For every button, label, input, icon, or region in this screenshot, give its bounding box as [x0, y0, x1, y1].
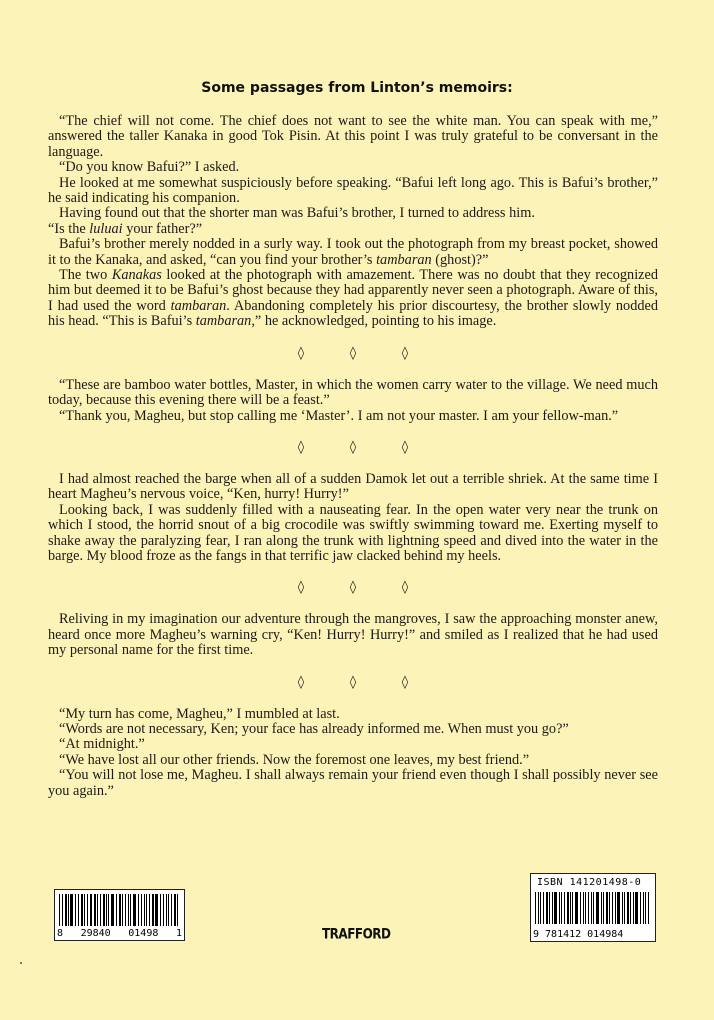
- barcode-bar: [174, 894, 176, 926]
- barcode-bar: [152, 894, 154, 926]
- barcode-bar: [128, 894, 130, 926]
- paragraph: Looking back, I was suddenly filled with a nauseating fear. In the open water very near the trunk on which I stood, the horrid snout of a big crocodile was swiftly swimming toward me. Exerting myself to shake away the paralyzing fear, I ran along the trunk with lightning speed and dived into the water in the barge. My blood froze as the fangs in that terrific jaw clacked behind my heels.: [48, 501, 658, 564]
- isbn-label: ISBN 141201498-0: [537, 877, 642, 888]
- barcode-bar: [627, 892, 629, 924]
- paragraph: I had almost reached the barge when all of a sudden Damok let out a terrible shriek. At the same time I heart Magheu’s nervous voice, “Ken, hurry! Hurry!”: [48, 470, 658, 503]
- barcode-bar: [549, 892, 550, 924]
- barcode-bar: [125, 894, 126, 926]
- paragraph: Reliving in my imagination our adventure through the mangroves, I saw the approaching monster anew, heard once more Magheu’s warning cry, “Ken! Hurry! Hurry!” and smiled as I realized that he had used my personal name for the first time.: [48, 611, 658, 659]
- diamond-ornament-icon: ◊: [349, 439, 357, 455]
- barcode-bar: [59, 894, 60, 926]
- section-divider: [48, 330, 658, 378]
- paragraph: [48, 237, 658, 268]
- barcode-bar: [171, 894, 172, 926]
- barcode-bar: [540, 892, 541, 924]
- paragraph: “You will not lose me, Magheu. I shall always remain your friend even though I shall possibly never see you again.”: [48, 767, 658, 799]
- barcode-bar: [561, 892, 562, 924]
- barcode-digit-group: 29840: [80, 928, 111, 939]
- barcode-bar: [146, 894, 147, 926]
- small-mark: [20, 962, 22, 964]
- diamond-ornament-icon: ◊: [349, 580, 357, 596]
- barcode-bar: [106, 894, 107, 926]
- barcode-bar: [630, 892, 631, 924]
- barcode-bar: [572, 892, 573, 924]
- diamond-ornament-icon: ◊: [401, 674, 409, 690]
- barcode-bar: [580, 892, 581, 924]
- barcode-bar: [552, 892, 553, 924]
- barcode-bar: [144, 894, 146, 926]
- barcode-bar: [603, 892, 604, 924]
- italic-word: tambaran: [170, 297, 227, 314]
- barcode-bar: [645, 892, 646, 924]
- barcode-bar: [141, 894, 142, 926]
- section-divider: [48, 564, 658, 612]
- paragraph: “Thank you, Magheu, but stop calling me ‘Master’. I am not your master. I am your fellow-man.”: [59, 407, 619, 424]
- barcode-bar: [160, 894, 161, 926]
- paragraph: “The chief will not come. The chief does not want to see the white man. You can speak with me,” answered the taller Kanaka in good Tok Pisin. At this point I was truly grateful to be conversant in the language.: [48, 113, 658, 160]
- barcode-bar: [635, 892, 637, 924]
- barcode-bar: [97, 894, 98, 926]
- barcode-bar: [643, 892, 645, 924]
- barcode-bar: [130, 894, 131, 926]
- paragraph: “We have lost all our other friends. Now the foremost one leaves, my best friend.”: [59, 751, 530, 768]
- barcode-bar: [70, 894, 73, 926]
- barcode-bar: [612, 892, 613, 924]
- text-run: looked at the photograph with amazement. There was no doubt that they recognized him but deemed it to be Bafui’s ghost because they had apparently never seen a photograph. Aware of this, I had used the word: [48, 267, 659, 314]
- diamond-ornament-icon: ◊: [401, 345, 409, 361]
- barcode-bar: [609, 892, 610, 924]
- barcode-bars: [59, 894, 180, 926]
- barcode-bar: [163, 894, 164, 926]
- barcode-bar: [155, 894, 158, 926]
- barcode-bar: [606, 892, 608, 924]
- barcode-bar: [543, 892, 544, 924]
- italic-word: luluai: [89, 220, 123, 237]
- barcode-bar: [68, 894, 69, 926]
- isbn-barcode: [530, 873, 656, 942]
- italic-word: Kanakas: [111, 267, 162, 284]
- section-divider: [48, 659, 658, 707]
- barcode-bar: [648, 892, 649, 924]
- barcode-bar: [570, 892, 571, 924]
- barcode-bar: [538, 892, 540, 924]
- barcode-bar: [559, 892, 561, 924]
- italic-word: tambaran: [195, 313, 252, 330]
- barcode-bar: [168, 894, 169, 926]
- paragraph: “Do you know Bafui?” I asked.: [59, 159, 240, 176]
- barcode-bar: [588, 892, 589, 924]
- barcode-bar: [87, 894, 88, 926]
- barcode-bar: [601, 892, 602, 924]
- memoir-passages: [48, 114, 658, 799]
- barcode-digit: 8: [57, 928, 64, 939]
- barcode-bar: [585, 892, 586, 924]
- barcode-bar: [567, 892, 569, 924]
- paragraph: [48, 268, 658, 330]
- text-run: Bafui’s brother merely nodded in a surly way. I took out the photograph from my breast pocket, showed it to the Kanaka, and asked, “can you find your brother’s: [48, 236, 658, 268]
- barcode-digits: [57, 928, 182, 939]
- barcode-bar: [596, 892, 598, 924]
- diamond-ornament-icon: ◊: [349, 674, 357, 690]
- barcode-bar: [615, 892, 617, 924]
- barcode-digits: [533, 929, 653, 940]
- barcode-bar: [593, 892, 594, 924]
- diamond-ornament-icon: ◊: [297, 580, 305, 596]
- barcode-bar: [177, 894, 178, 926]
- italic-word: tambaran: [376, 251, 432, 268]
- barcode-bar: [119, 894, 121, 926]
- barcode-digit: 1: [175, 928, 182, 939]
- barcode-digit: 9: [533, 929, 540, 940]
- barcode-bar: [103, 894, 105, 926]
- barcode-bar: [65, 894, 67, 926]
- barcode-digit-group: 781412: [545, 929, 582, 940]
- diamond-ornament-icon: ◊: [349, 345, 357, 361]
- barcode-bar: [640, 892, 641, 924]
- diamond-ornament-icon: ◊: [297, 345, 305, 361]
- barcode-bar: [591, 892, 593, 924]
- paragraph: “These are bamboo water bottles, Master, in which the women carry water to the village. We need much today, because this evening there will be a feast.”: [48, 376, 658, 409]
- diamond-ornament-icon: ◊: [401, 580, 409, 596]
- barcode-bar: [90, 894, 93, 926]
- barcode-bar: [122, 894, 123, 926]
- barcode-bar: [116, 894, 117, 926]
- diamond-ornament-icon: ◊: [401, 439, 409, 455]
- text-run: “Is the: [48, 220, 90, 237]
- barcode-bar: [78, 894, 79, 926]
- diamond-ornament-icon: ◊: [297, 439, 305, 455]
- barcode-digit-group: 014984: [587, 929, 624, 940]
- barcode-bar: [108, 894, 109, 926]
- text-run: your father?”: [122, 220, 203, 237]
- barcode-bar: [575, 892, 577, 924]
- section-divider: [48, 424, 658, 472]
- text-run: . Abandoning completely his prior discourtesy, the brother slowly nodded his head. “This is Bafui’s: [48, 297, 658, 330]
- barcode-bar: [133, 894, 136, 926]
- barcode-bar: [75, 894, 76, 926]
- paragraph: “My turn has come, Magheu,” I mumbled at last.: [59, 705, 340, 722]
- barcode-digit-group: 01498: [128, 928, 159, 939]
- barcode-bar: [622, 892, 623, 924]
- barcode-bar: [583, 892, 585, 924]
- page-heading: Some passages from Linton’s memoirs:: [201, 80, 513, 96]
- barcode-bar: [94, 894, 96, 926]
- barcode-bar: [149, 894, 150, 926]
- barcode-bar: [535, 892, 536, 924]
- barcode-bar: [111, 894, 114, 926]
- barcode-bars: [535, 892, 651, 924]
- paragraph: Having found out that the shorter man was Bafui’s brother, I turned to address him.: [59, 205, 535, 222]
- barcode-bar: [633, 892, 634, 924]
- paragraph: [48, 222, 658, 237]
- barcode-bar: [617, 892, 619, 924]
- barcode-bar: [138, 894, 139, 926]
- text-run: The two: [59, 267, 112, 284]
- paragraph: He looked at me somewhat suspiciously before speaking. “Bafui left long ago. This is Bafui’s brother,” he said indicating his companion.: [48, 174, 658, 207]
- barcode-bar: [166, 894, 168, 926]
- barcode-bar: [100, 894, 101, 926]
- diamond-ornament-icon: ◊: [297, 674, 305, 690]
- left-barcode: [54, 889, 185, 941]
- text-run: ,” he acknowledged, pointing to his image.: [251, 313, 497, 330]
- text-run: (ghost)?”: [431, 251, 489, 268]
- barcode-bar: [62, 894, 63, 926]
- barcode-bar: [546, 892, 548, 924]
- barcode-bar: [81, 894, 83, 926]
- barcode-bar: [624, 892, 625, 924]
- paragraph: “Words are not necessary, Ken; your face has already informed me. When must you go?”: [59, 720, 569, 737]
- publisher-logo: TRAFFORD: [322, 925, 391, 943]
- barcode-bar: [84, 894, 85, 926]
- barcode-bar: [564, 892, 565, 924]
- paragraph: “At midnight.”: [59, 736, 145, 753]
- barcode-bar: [554, 892, 556, 924]
